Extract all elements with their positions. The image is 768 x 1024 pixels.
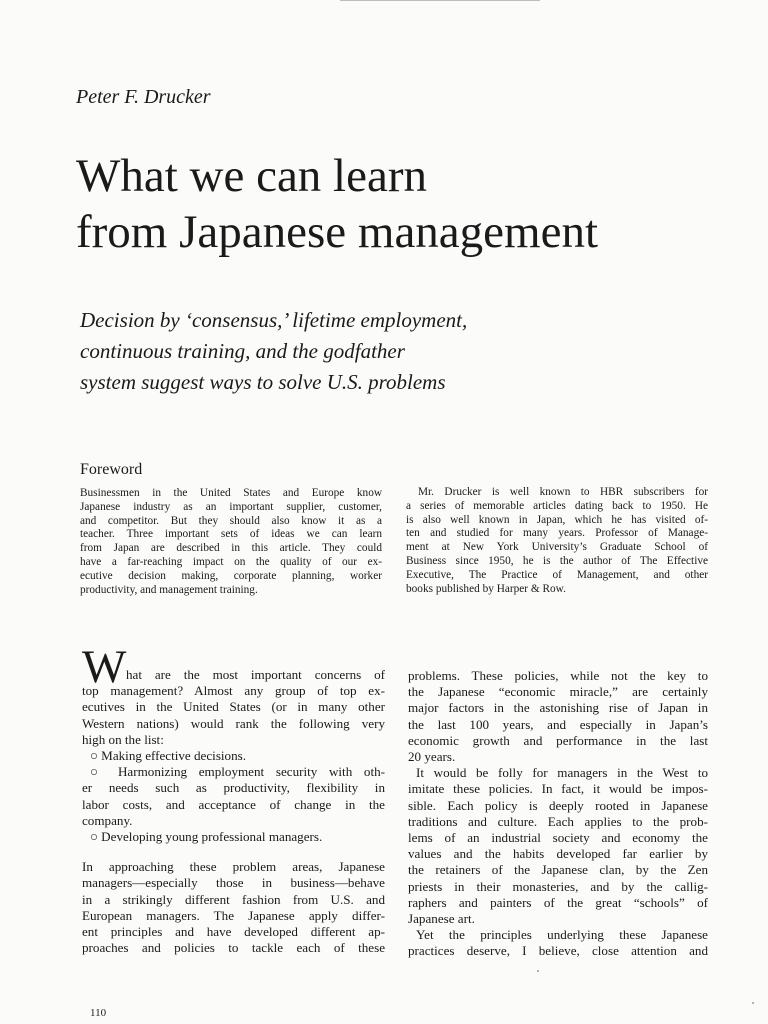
top-rule (340, 0, 540, 1)
text-line: 20 years. (408, 749, 456, 765)
text-line: In approaching these problem areas, Japanese (82, 859, 385, 875)
list-item: ○ Making effective decisions. (90, 748, 247, 764)
text-line: ent principles and have developed different ap- (82, 924, 385, 940)
text-line: books published by Harper & Row. (406, 582, 566, 595)
text-line: er needs such as productivity, flexibility in (82, 780, 385, 796)
text-line: Businessmen in the United States and Europe know (80, 487, 382, 499)
subtitle-line: system suggest ways to solve U.S. problems (80, 370, 446, 394)
text-line: ecutive decision making, corporate planning, worker (80, 569, 382, 582)
text-line: productivity, and management training. (80, 583, 258, 596)
text-line: Western nations) would rank the following very (82, 715, 385, 731)
text-line: labor costs, and acceptance of change in the (82, 796, 385, 812)
text-line: practices deserve, I believe, close attention and (408, 943, 708, 959)
text-line: from Japan are described in this article. They could (80, 542, 382, 555)
text-line: values and the habits developed far earlier by (408, 846, 708, 862)
text-line: ment at New York University’s Graduate School of (406, 541, 708, 554)
title-line: from Japanese management (76, 206, 599, 258)
text-line: imitate these policies. In fact, it would be impos- (408, 781, 708, 797)
text-line: European managers. The Japanese apply differ- (82, 907, 385, 923)
subtitle-line: continuous training, and the godfather (80, 339, 405, 363)
page-number: 110 (90, 1007, 107, 1019)
foreword-heading: Foreword (80, 461, 143, 478)
foreword-left-column (80, 487, 382, 597)
text-line: Executive, The Practice of Management, and other (406, 568, 708, 581)
text-line: Business since 1950, he is the author of The Effective (406, 554, 708, 567)
article-subtitle (80, 305, 720, 398)
subtitle-line: Decision by ‘consensus,’ lifetime employment, (80, 308, 468, 332)
text-line: hat are the most important concerns of (126, 667, 385, 682)
text-line: and competitor. But they should also know it as a (80, 514, 382, 527)
list-item: ○ Developing young professional managers. (90, 829, 323, 845)
text-line: raphers and painters of the great “schools” of (408, 894, 708, 910)
text-line: major factors in the astonishing rise of Japan in (408, 700, 708, 716)
text-line: proaches and policies to tackle each of these (82, 940, 385, 956)
text-line: Japanese art. (408, 911, 475, 927)
text-line: ecutives in the United States (or in many other (82, 699, 385, 715)
text-line: high on the list: (82, 731, 164, 747)
list-item: ○ Harmonizing employment security with oth- (90, 764, 385, 780)
title-line: What we can learn (76, 150, 427, 202)
text-line: problems. These policies, while not the key to (408, 668, 708, 683)
text-line: a series of memorable articles dating back to 1950. He (406, 499, 708, 512)
body-left-column (82, 667, 385, 956)
article-title (76, 148, 736, 260)
text-line: sible. Each policy is deeply rooted in Japanese (408, 797, 708, 813)
text-line: traditions and culture. Each applies to the prob- (408, 813, 708, 829)
text-line: It would be folly for managers in the West to (416, 765, 708, 781)
scan-speck (752, 1002, 754, 1004)
text-line: Yet the principles underlying these Japanese (416, 927, 708, 943)
text-line: lems of an industrial society and economy the (408, 830, 708, 846)
text-line: managers—especially those in business—behave (82, 875, 385, 891)
text-line: Mr. Drucker is well known to HBR subscribers for (418, 486, 708, 498)
text-line: teacher. Three important sets of ideas we can learn (80, 528, 382, 541)
text-line: the retainers of the Japanese clan, by the Zen (408, 862, 708, 878)
scan-speck (537, 970, 539, 972)
text-line: economic growth and performance in the last (408, 732, 708, 748)
text-line: in a strikingly different fashion from U.S. and (82, 891, 385, 907)
body-right-column (408, 668, 708, 960)
text-line: have a far-reaching impact on the quality of our ex- (80, 555, 382, 568)
author-byline: Peter F. Drucker (76, 86, 211, 108)
text-line: the last 100 years, and especially in Japan’s (408, 716, 708, 732)
text-line: top management? Almost any group of top ex- (82, 683, 385, 699)
text-line: company. (82, 812, 133, 828)
drop-cap: W (82, 641, 127, 693)
text-line: priests in their monasteries, and by the callig- (408, 878, 708, 894)
text-line: ten and studied for many years. Professor of Manage- (406, 527, 708, 540)
foreword-right-column (406, 486, 708, 596)
text-line: the Japanese “economic miracle,” are certainly (408, 684, 708, 700)
text-line: Japanese industry as an important supplier, customer, (80, 500, 382, 513)
text-line: is also well known in Japan, which he has visited of- (406, 513, 708, 526)
